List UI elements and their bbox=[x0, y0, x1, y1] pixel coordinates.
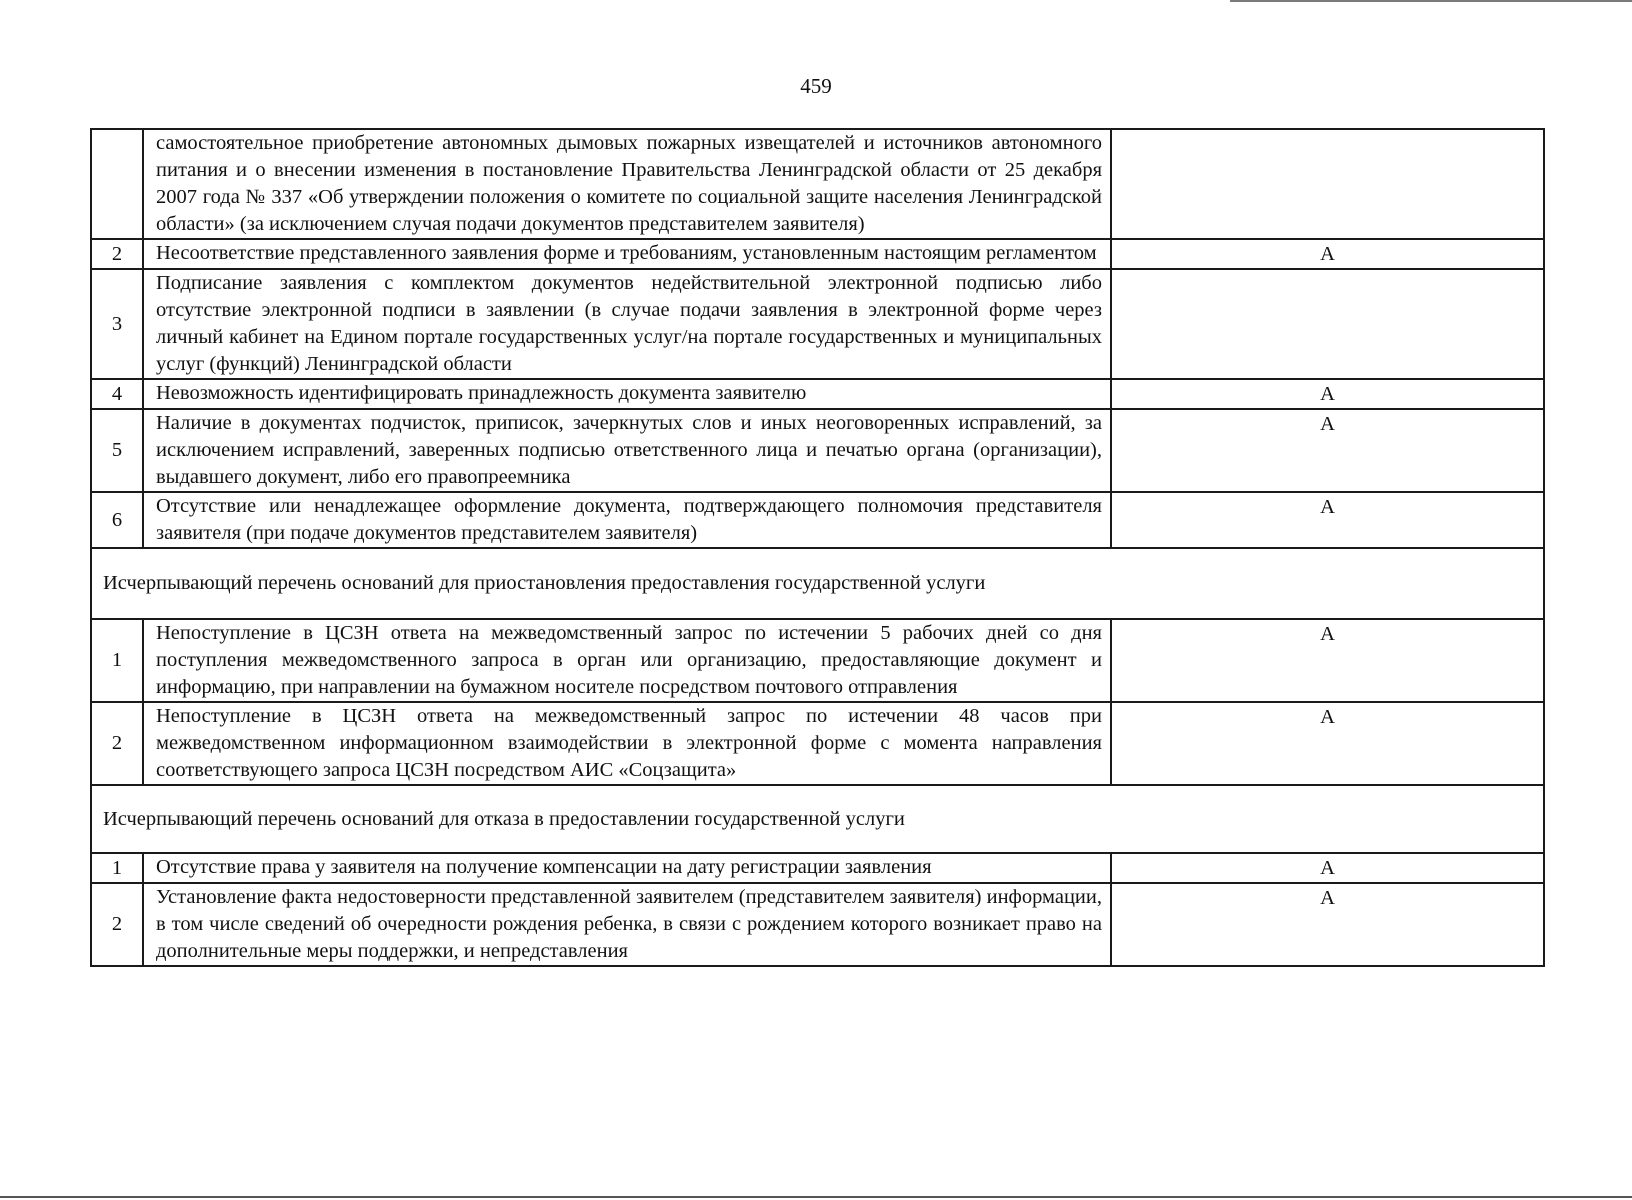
row-value: А bbox=[1111, 492, 1544, 548]
row-number: 2 bbox=[91, 883, 143, 966]
table-row bbox=[91, 269, 1544, 379]
row-text: Подписание заявления с комплектом документов недействительной электронной подписью либо отсутствие электронной подписи в заявлении (в случае подачи заявления в электронной форме через личный кабинет на Едином портале государственных услуг/на портале государственных и муниципальных услуг (функций) Ленинградской области bbox=[143, 269, 1111, 379]
row-number: 2 bbox=[91, 239, 143, 269]
table-row bbox=[91, 883, 1544, 966]
row-text: Отсутствие или ненадлежащее оформление документа, подтверждающего полномочия представителя заявителя (при подаче документов представителем заявителя) bbox=[143, 492, 1111, 548]
table-row bbox=[91, 853, 1544, 883]
table-row bbox=[91, 239, 1544, 269]
table-row bbox=[91, 619, 1544, 702]
section-header-row bbox=[91, 785, 1544, 853]
row-value: А bbox=[1111, 853, 1544, 883]
row-number: 4 bbox=[91, 379, 143, 409]
row-number: 2 bbox=[91, 702, 143, 785]
section-heading-refusal: Исчерпывающий перечень оснований для отказа в предоставлении государственной услуги bbox=[91, 785, 1544, 853]
row-value bbox=[1111, 269, 1544, 379]
row-number: 1 bbox=[91, 853, 143, 883]
row-number: 5 bbox=[91, 409, 143, 492]
row-text: самостоятельное приобретение автономных дымовых пожарных извещателей и источников автономного питания и о внесении изменения в постановление Правительства Ленинградской области от 25 декабря 2007 года № 337 «Об утверждении положения о комитете по социальной защите населения Ленинградской области» (за исключением случая подачи документов представителем заявителя) bbox=[143, 129, 1111, 239]
row-text: Невозможность идентифицировать принадлежность документа заявителю bbox=[143, 379, 1111, 409]
page-number: 459 bbox=[800, 74, 832, 98]
scan-edge-bottom bbox=[0, 1196, 1632, 1198]
row-value: А bbox=[1111, 702, 1544, 785]
row-text: Наличие в документах подчисток, приписок, зачеркнутых слов и иных неоговоренных исправлений, за исключением исправлений, заверенных подписью ответственного лица и печатью органа (организации), выдавшего документ, либо его правопреемника bbox=[143, 409, 1111, 492]
row-value: А bbox=[1111, 409, 1544, 492]
row-number: 3 bbox=[91, 269, 143, 379]
row-value: А bbox=[1111, 239, 1544, 269]
row-value: А bbox=[1111, 883, 1544, 966]
section-heading-suspension: Исчерпывающий перечень оснований для приостановления предоставления государственной услуги bbox=[91, 548, 1544, 619]
section-header-row bbox=[91, 548, 1544, 619]
row-value bbox=[1111, 129, 1544, 239]
row-number bbox=[91, 129, 143, 239]
row-text: Непоступление в ЦСЗН ответа на межведомственный запрос по истечении 48 часов при межведомственном информационном взаимодействии в электронной форме с момента направления соответствующего запроса ЦСЗН посредством АИС «Соцзащита» bbox=[143, 702, 1111, 785]
table-row bbox=[91, 409, 1544, 492]
scan-edge-top bbox=[1230, 0, 1632, 2]
row-text: Несоответствие представленного заявления форме и требованиям, установленным настоящим регламентом bbox=[143, 239, 1111, 269]
row-number: 6 bbox=[91, 492, 143, 548]
row-value: А bbox=[1111, 619, 1544, 702]
row-text: Непоступление в ЦСЗН ответа на межведомственный запрос по истечении 5 рабочих дней со дня поступления межведомственного запроса в орган или организацию, предоставляющие документ и информацию, при направлении на бумажном носителе посредством почтового отправления bbox=[143, 619, 1111, 702]
table-row bbox=[91, 492, 1544, 548]
table-row bbox=[91, 129, 1544, 239]
row-text: Отсутствие права у заявителя на получение компенсации на дату регистрации заявления bbox=[143, 853, 1111, 883]
row-number: 1 bbox=[91, 619, 143, 702]
row-text: Установление факта недостоверности представленной заявителем (представителем заявителя) информации, в том числе сведений об очередности рождения ребенка, в связи с рождением которого возникает право на дополнительные меры поддержки, и непредставления bbox=[143, 883, 1111, 966]
table-row bbox=[91, 379, 1544, 409]
table-row bbox=[91, 702, 1544, 785]
criteria-table bbox=[90, 128, 1545, 967]
row-value: А bbox=[1111, 379, 1544, 409]
